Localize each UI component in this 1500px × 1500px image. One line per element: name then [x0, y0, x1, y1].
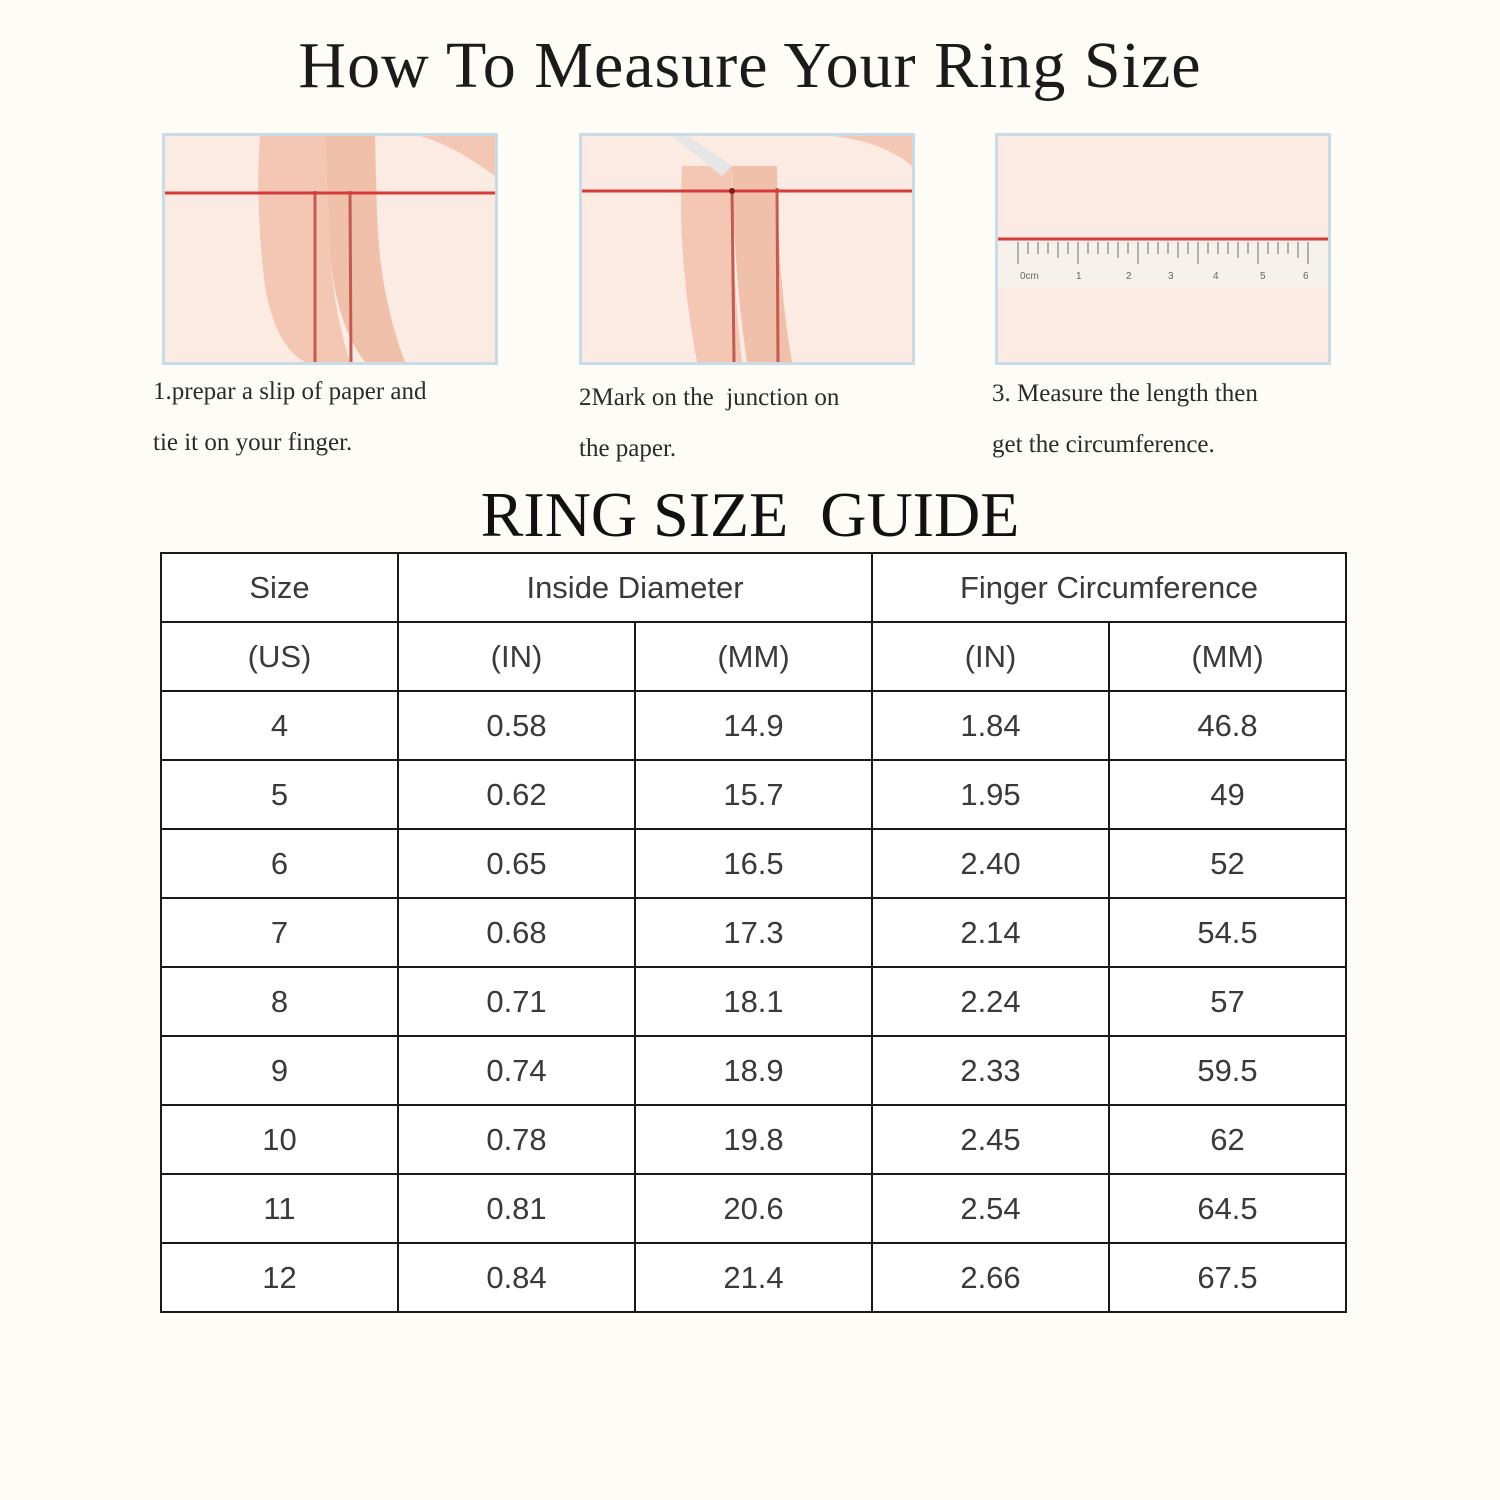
- table-header-row: [161, 553, 1346, 622]
- ruler-label-6: 6: [1303, 271, 1309, 282]
- table-row: [161, 1174, 1346, 1243]
- ruler-label-4: 4: [1213, 271, 1219, 282]
- unit-diameter-mm: (MM): [635, 622, 872, 691]
- cell-circumference-mm: 64.5: [1109, 1174, 1346, 1243]
- ruler-measure-icon: [998, 136, 1328, 362]
- cell-diameter-mm: 18.1: [635, 967, 872, 1036]
- cell-circumference-in: 1.84: [872, 691, 1109, 760]
- cell-diameter-mm: 20.6: [635, 1174, 872, 1243]
- ruler-label-3: 3: [1168, 271, 1174, 282]
- table-row: [161, 829, 1346, 898]
- cell-circumference-mm: 62: [1109, 1105, 1346, 1174]
- unit-diameter-in: (IN): [398, 622, 635, 691]
- cell-size-us: 4: [161, 691, 398, 760]
- page-title: How To Measure Your Ring Size: [298, 29, 1202, 102]
- table-row: [161, 760, 1346, 829]
- cell-circumference-in: 2.14: [872, 898, 1109, 967]
- ruler-label-2: 2: [1126, 271, 1132, 282]
- faded-cell: [160, 1343, 397, 1403]
- cell-diameter-mm: 14.9: [635, 691, 872, 760]
- table-row: [161, 1036, 1346, 1105]
- cell-circumference-in: 2.33: [872, 1036, 1109, 1105]
- fingers-string-icon: [165, 136, 495, 362]
- step-3-caption-line-1: 3. Measure the length then: [992, 380, 1258, 407]
- faded-cut-off-row: [160, 1343, 1347, 1403]
- cell-size-us: 12: [161, 1243, 398, 1312]
- cell-diameter-mm: 18.9: [635, 1036, 872, 1105]
- fingers-mark-icon: [582, 136, 912, 362]
- header-finger-circumference: Finger Circumference: [872, 553, 1346, 622]
- cell-diameter-in: 0.65: [398, 829, 635, 898]
- header-size: Size: [161, 553, 398, 622]
- cell-size-us: 5: [161, 760, 398, 829]
- cell-circumference-mm: 52: [1109, 829, 1346, 898]
- step-3-caption: [992, 368, 1352, 470]
- ruler-label-1: 1: [1076, 271, 1082, 282]
- header-inside-diameter: Inside Diameter: [398, 553, 872, 622]
- faded-cell: [1110, 1343, 1347, 1403]
- cell-circumference-in: 2.40: [872, 829, 1109, 898]
- cell-diameter-in: 0.81: [398, 1174, 635, 1243]
- cell-size-us: 8: [161, 967, 398, 1036]
- cell-circumference-in: 2.24: [872, 967, 1109, 1036]
- step-1-caption-line-2: tie it on your finger.: [153, 429, 353, 456]
- table-row: [161, 691, 1346, 760]
- ruler-label-5: 5: [1260, 271, 1266, 282]
- step-2-caption-line-1: 2Mark on the junction on: [579, 384, 840, 411]
- cell-diameter-in: 0.78: [398, 1105, 635, 1174]
- step-2-caption: [579, 372, 939, 474]
- ring-size-table: [160, 552, 1347, 1313]
- cell-circumference-in: 2.45: [872, 1105, 1109, 1174]
- ring-size-table-wrapper: [160, 552, 1347, 1313]
- cell-diameter-mm: 19.8: [635, 1105, 872, 1174]
- cell-diameter-mm: 17.3: [635, 898, 872, 967]
- cell-diameter-in: 0.62: [398, 760, 635, 829]
- step-2-image: [579, 133, 915, 365]
- table-row: [161, 898, 1346, 967]
- cell-diameter-mm: 16.5: [635, 829, 872, 898]
- cell-circumference-mm: 57: [1109, 967, 1346, 1036]
- faded-cell: [872, 1343, 1109, 1403]
- step-1-caption-line-1: 1.prepar a slip of paper and: [153, 378, 427, 405]
- cell-circumference-mm: 46.8: [1109, 691, 1346, 760]
- cell-diameter-mm: 21.4: [635, 1243, 872, 1312]
- step-2-caption-line-2: the paper.: [579, 435, 677, 462]
- cell-size-us: 9: [161, 1036, 398, 1105]
- cell-diameter-in: 0.74: [398, 1036, 635, 1105]
- cell-circumference-mm: 67.5: [1109, 1243, 1346, 1312]
- step-3-caption-line-2: get the circumference.: [992, 431, 1215, 458]
- unit-circumference-in: (IN): [872, 622, 1109, 691]
- unit-circumference-mm: (MM): [1109, 622, 1346, 691]
- step-1-image: [162, 133, 498, 365]
- cell-size-us: 6: [161, 829, 398, 898]
- cell-diameter-mm: 15.7: [635, 760, 872, 829]
- cell-size-us: 7: [161, 898, 398, 967]
- cell-size-us: 11: [161, 1174, 398, 1243]
- table-row: [161, 1105, 1346, 1174]
- faded-cell: [635, 1343, 872, 1403]
- table-units-row: [161, 622, 1346, 691]
- unit-size-us: (US): [161, 622, 398, 691]
- cell-circumference-mm: 59.5: [1109, 1036, 1346, 1105]
- cell-circumference-in: 1.95: [872, 760, 1109, 829]
- table-row: [161, 1243, 1346, 1312]
- ring-size-guide-title: RING SIZE GUIDE: [480, 479, 1020, 550]
- cell-circumference-in: 2.66: [872, 1243, 1109, 1312]
- cell-diameter-in: 0.84: [398, 1243, 635, 1312]
- step-3-image: [995, 133, 1331, 365]
- cell-diameter-in: 0.68: [398, 898, 635, 967]
- table-row: [161, 967, 1346, 1036]
- cell-size-us: 10: [161, 1105, 398, 1174]
- cell-diameter-in: 0.58: [398, 691, 635, 760]
- faded-cell: [397, 1343, 634, 1403]
- cell-diameter-in: 0.71: [398, 967, 635, 1036]
- cell-circumference-mm: 54.5: [1109, 898, 1346, 967]
- ruler-label-0: 0cm: [1020, 271, 1039, 282]
- cell-circumference-mm: 49: [1109, 760, 1346, 829]
- cell-circumference-in: 2.54: [872, 1174, 1109, 1243]
- step-1-caption: [153, 366, 513, 468]
